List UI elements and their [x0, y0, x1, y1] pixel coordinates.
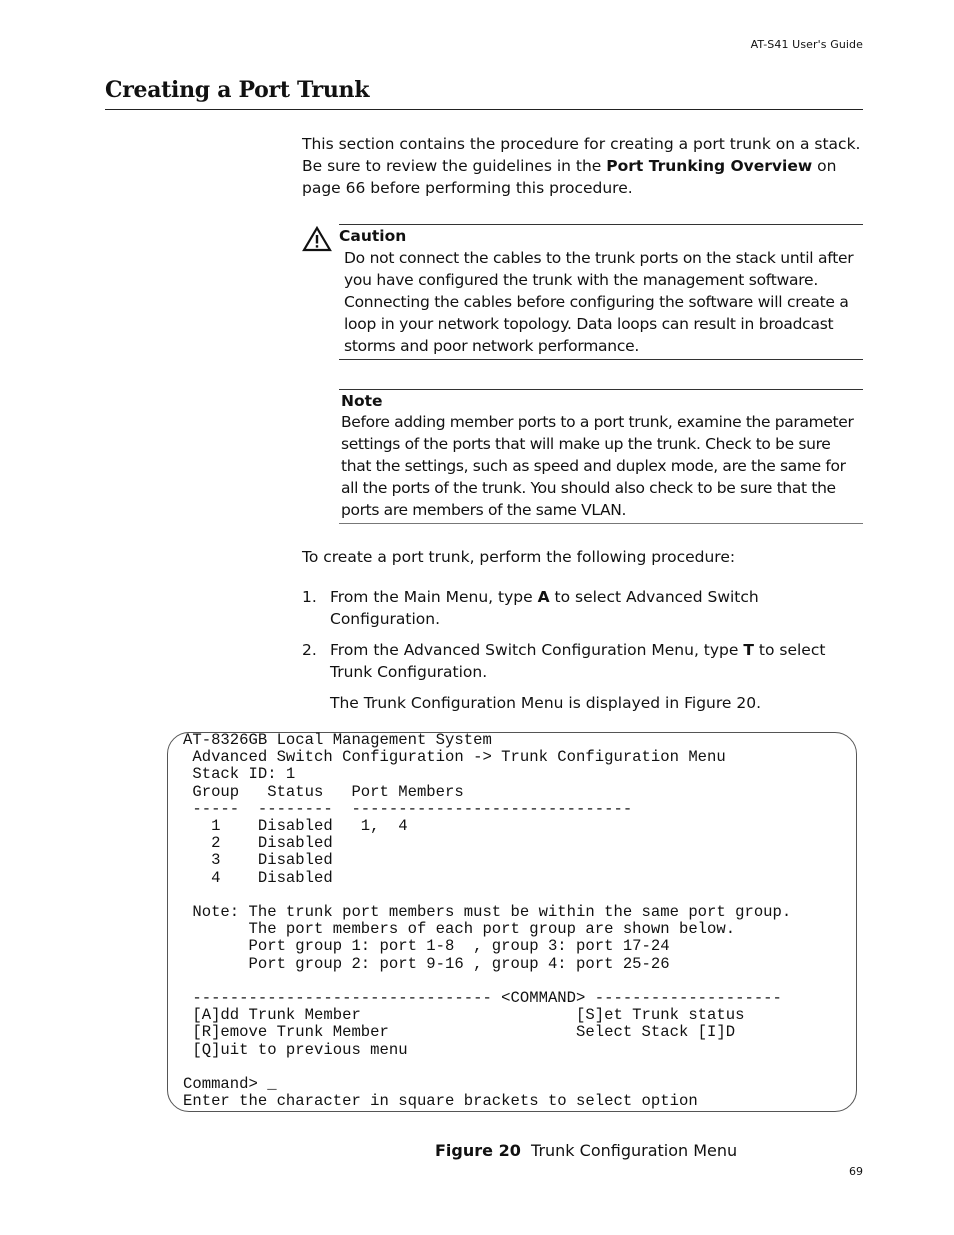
terminal-line: Stack ID: 1 — [183, 765, 296, 784]
intro-paragraph — [302, 133, 862, 199]
terminal-line: Advanced Switch Configuration -> Trunk Configuration Menu — [183, 748, 726, 767]
terminal-line: 2 Disabled — [183, 834, 333, 853]
caution-label: Caution — [339, 227, 407, 245]
terminal-line: [Q]uit to previous menu — [183, 1040, 408, 1059]
terminal-line: 4 Disabled — [183, 868, 333, 887]
note-bottom-rule — [339, 523, 863, 524]
step-result: The Trunk Configuration Menu is displayed in Figure 20. — [330, 694, 762, 712]
note-label: Note — [341, 392, 383, 410]
note-top-rule — [339, 389, 863, 390]
step-text-after: to select Trunk Configuration. — [330, 641, 826, 681]
procedure-intro: To create a port trunk, perform the following procedure: — [302, 548, 736, 566]
step-number: 1. — [302, 588, 317, 606]
page-number: 69 — [849, 1165, 863, 1178]
terminal-screen — [167, 732, 857, 1112]
intro-text-after: on page 66 before performing this procedure. — [302, 157, 837, 197]
port-trunking-overview-link[interactable]: Port Trunking Overview — [606, 157, 813, 175]
caution-bottom-rule — [339, 359, 863, 360]
figure-caption-text: Trunk Configuration Menu — [531, 1141, 738, 1160]
step-number: 2. — [302, 641, 317, 659]
terminal-line: Port group 1: port 1-8 , group 3: port 17-24 — [183, 937, 670, 956]
step-text-before: From the Advanced Switch Configuration Menu, type — [330, 641, 744, 659]
terminal-line: The port members of each port group are shown below. — [183, 920, 736, 939]
terminal-line: Port group 2: port 9-16 , group 4: port 25-26 — [183, 954, 670, 973]
step-text-after: to select Advanced Switch Configuration. — [330, 588, 759, 628]
terminal-line: Enter the character in square brackets to select option — [183, 1092, 698, 1111]
running-header: AT-S41 User's Guide — [750, 38, 863, 51]
step-text — [330, 639, 840, 683]
step-key: T — [743, 641, 754, 659]
terminal-line: Command> _ — [183, 1075, 277, 1093]
figure-label: Figure 20 — [435, 1141, 521, 1160]
intro-text-before: This section contains the procedure for creating a port trunk on a stack. Be sure to review the guidelines in the — [302, 135, 861, 175]
step-text-before: From the Main Menu, type — [330, 588, 538, 606]
terminal-line: 1 Disabled 1, 4 — [183, 817, 408, 835]
caution-top-rule — [339, 224, 863, 225]
terminal-line: 3 Disabled — [183, 851, 333, 870]
caution-body: Do not connect the cables to the trunk ports on the stack until after you have configured the trunk with the management software. Connecting the cables before configuring the software will create a loop in your network topology. Data loops can result in broadcast storms and poor network performance. — [344, 249, 854, 355]
terminal-line: [R]emove Trunk Member Select Stack [I]D — [183, 1023, 736, 1042]
terminal-line: [A]dd Trunk Member [S]et Trunk status — [183, 1006, 745, 1025]
warning-triangle-icon — [302, 226, 332, 252]
terminal-line: -------------------------------- <COMMAND> -------------------- — [183, 989, 782, 1007]
figure-caption — [435, 1140, 737, 1162]
terminal-line: Note: The trunk port members must be within the same port group. — [183, 903, 792, 921]
terminal-line: ----- -------- ------------------------------ — [183, 799, 633, 818]
section-title: Creating a Port Trunk — [105, 77, 370, 103]
note-body: Before adding member ports to a port trunk, examine the parameter settings of the ports that will make up the trunk. Check to be sure that the settings, such as speed and duplex mode, are the same for all the ports of the trunk. You should also check to be sure that the ports are members of the same VLAN. — [341, 413, 854, 519]
title-divider — [105, 109, 863, 110]
step-text — [330, 586, 840, 630]
step-key: A — [537, 588, 550, 606]
terminal-line: AT-8326GB Local Management System — [183, 731, 492, 749]
terminal-line: Group Status Port Members — [183, 782, 464, 801]
